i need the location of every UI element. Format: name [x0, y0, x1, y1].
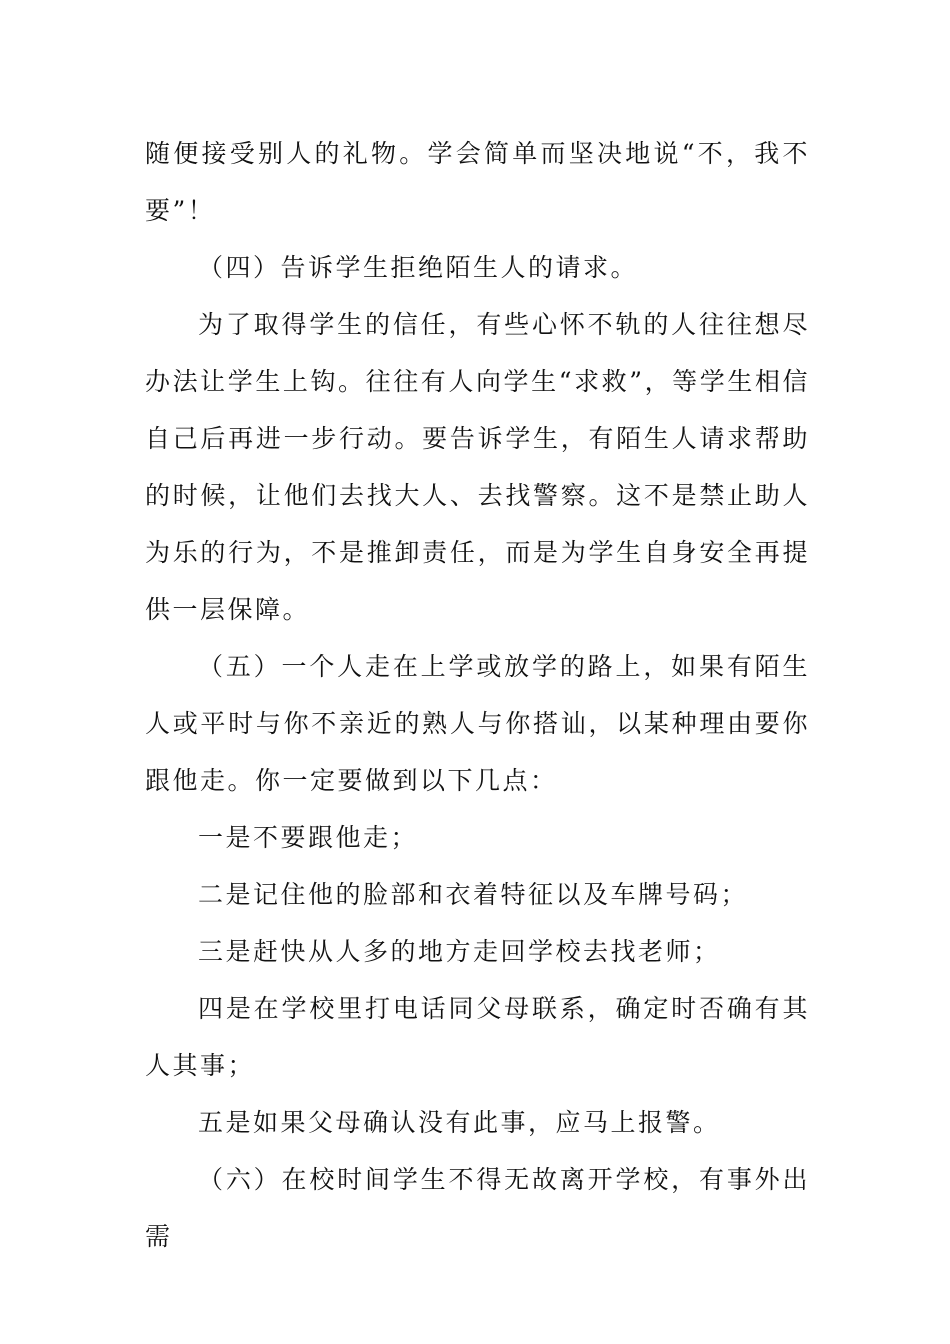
heading-refuse-stranger-requests: （四）告诉学生拒绝陌生人的请求。 — [198, 253, 639, 282]
paragraph-walking-alone: （五）一个人走在上学或放学的路上，如果有陌生人或平时与你不亲近的熟人与你搭讪，以某种理由要你跟他走。你一定要做到以下几点： — [145, 652, 810, 795]
list-item-point-2: 二是记住他的脸部和衣着特征以及车牌号码； — [198, 880, 749, 909]
list-item-point-3: 三是赶快从人多的地方走回学校去找老师； — [198, 937, 721, 966]
paragraph-stranger-requests: 为了取得学生的信任，有些心怀不轨的人往往想尽办法让学生上钩。往往有人向学生“求救”，等学生相信自己后再进一步行动。要告诉学生，有陌生人请求帮助的时候，让他们去找大人、去找警察。这不是禁止助人为乐的行为，不是推卸责任，而是为学生自身安全再提供一层保障。 — [145, 310, 810, 624]
list-item-point-1: 一是不要跟他走； — [198, 823, 419, 852]
paragraph-leaving-school: （六）在校时间学生不得无故离开学校，有事外出需 — [145, 1165, 810, 1251]
list-item-point-5: 五是如果父母确认没有此事，应马上报警。 — [198, 1108, 721, 1137]
list-item-point-4: 四是在学校里打电话同父母联系，确定时否确有其人其事； — [145, 994, 810, 1080]
document-body — [145, 125, 810, 1265]
paragraph-gift-refusal: 随便接受别人的礼物。学会简单而坚决地说“不，我不要”！ — [145, 139, 810, 225]
